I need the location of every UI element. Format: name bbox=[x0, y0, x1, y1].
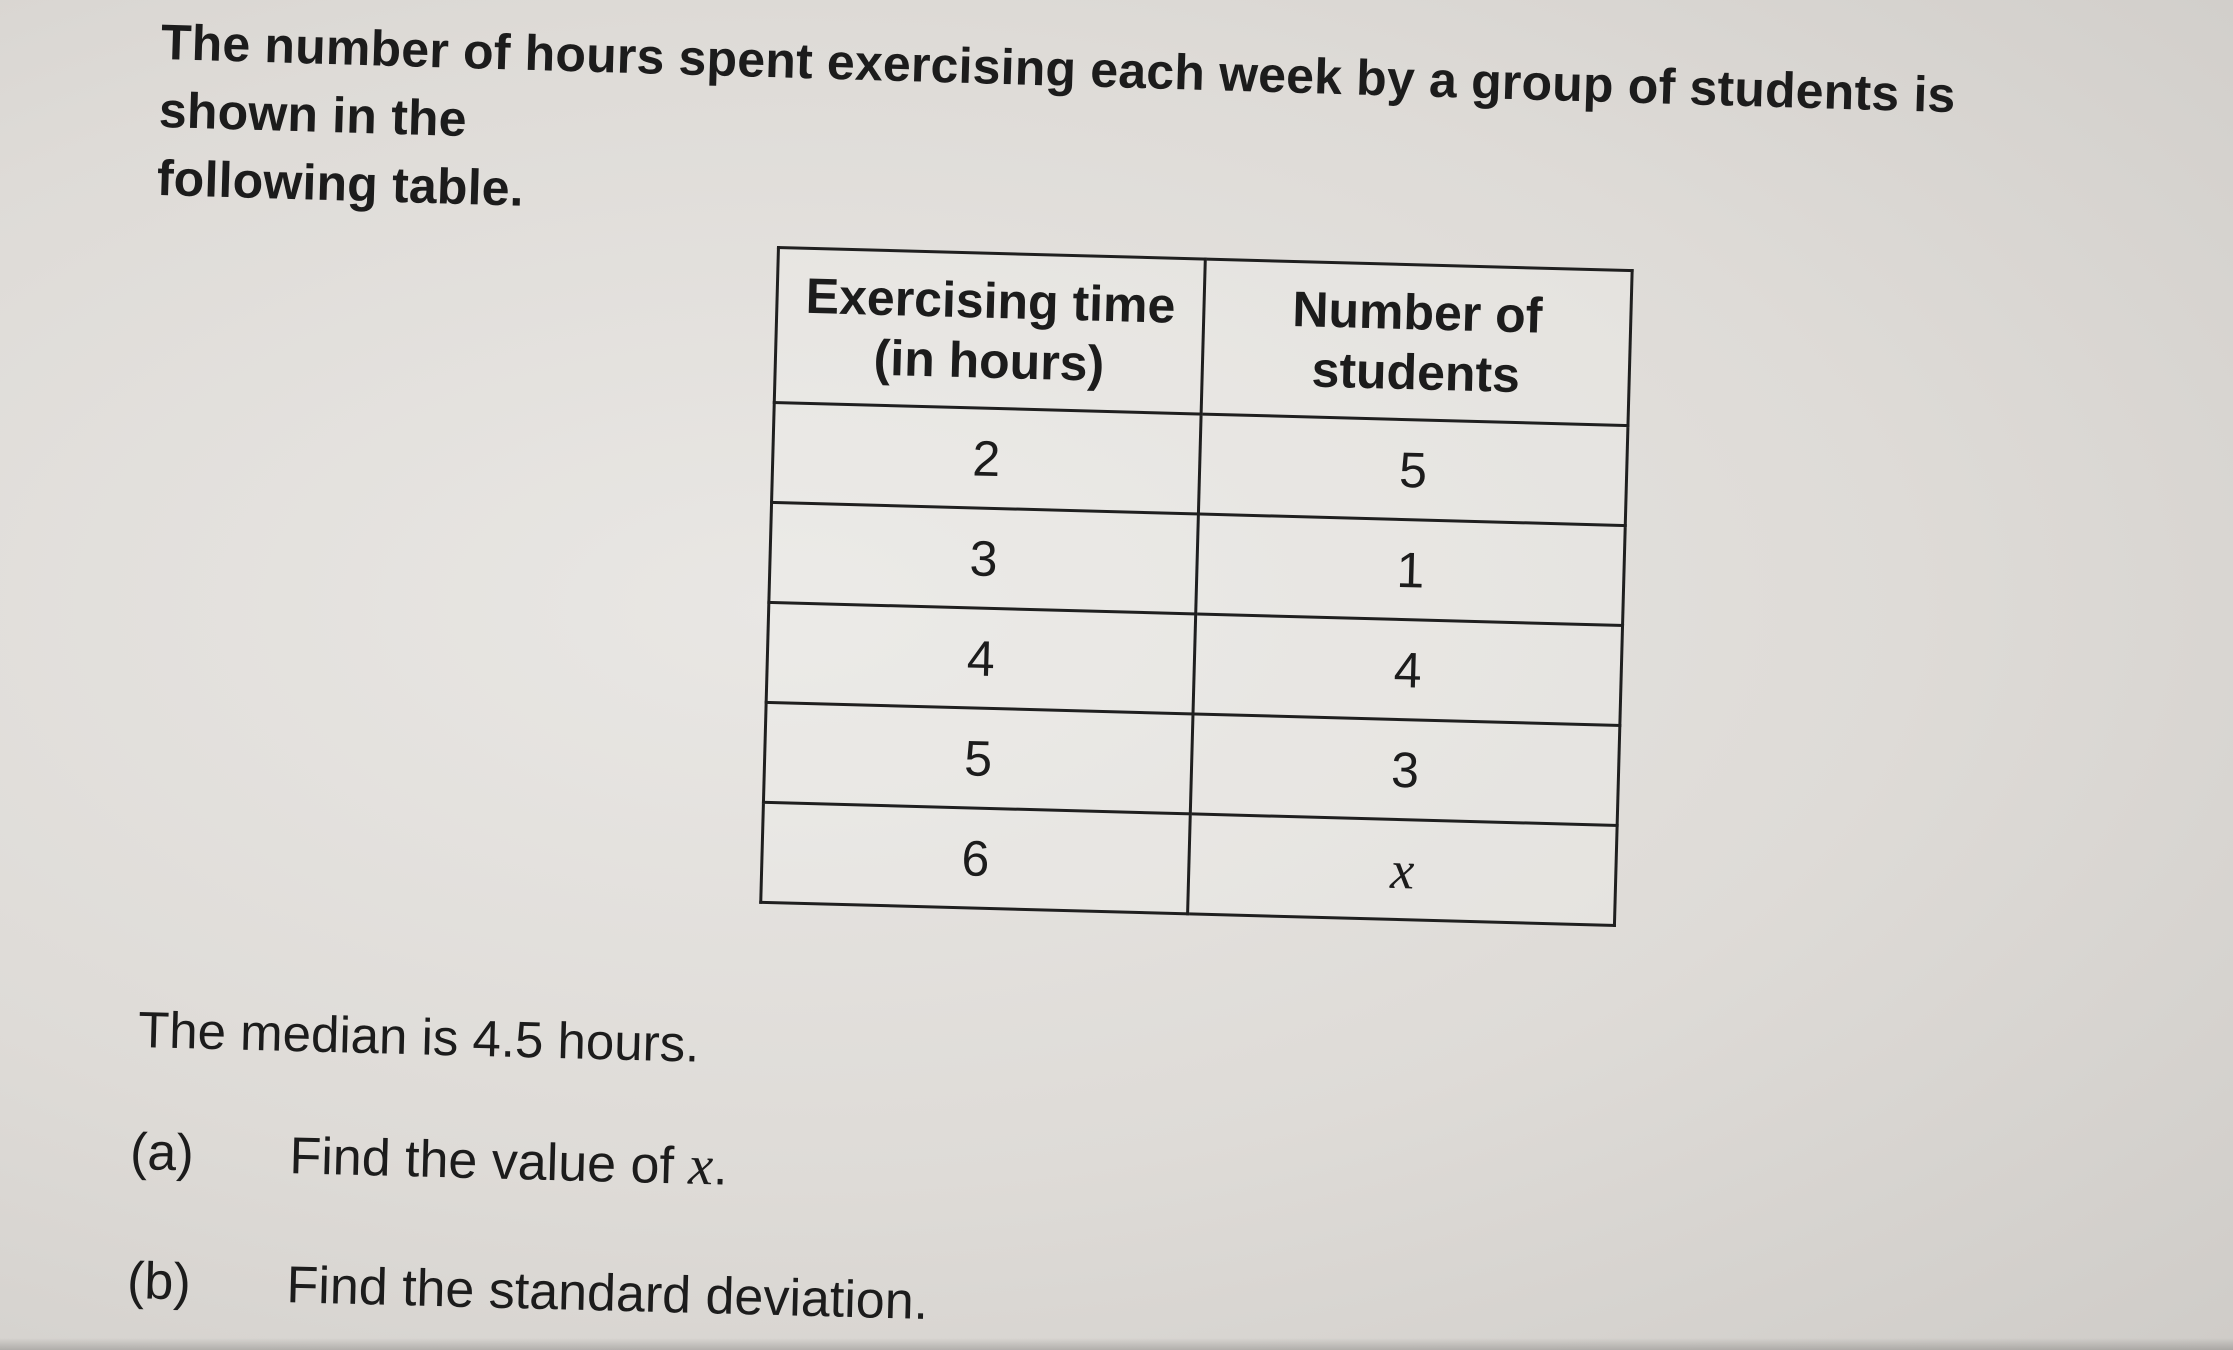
time-cell: 4 bbox=[766, 602, 1196, 714]
students-cell-unknown-x: x bbox=[1188, 814, 1618, 926]
header-exercising-time bbox=[774, 248, 1205, 414]
part-a-variable: x bbox=[687, 1134, 715, 1198]
part-a-text: Find the value of bbox=[288, 1127, 675, 1196]
header-students-line-1: Number of bbox=[1291, 280, 1544, 344]
exercise-table bbox=[759, 246, 1633, 927]
exercise-table-wrapper bbox=[759, 246, 1633, 927]
time-cell: 3 bbox=[769, 502, 1199, 614]
intro-line-1: The number of hours spent exercising each week by a group of students is shown in the bbox=[158, 13, 1957, 148]
time-cell: 5 bbox=[763, 702, 1193, 814]
part-b-text: Find the standard deviation. bbox=[285, 1256, 929, 1331]
median-statement: The median is 4.5 hours. bbox=[137, 1000, 701, 1073]
part-b bbox=[126, 1250, 929, 1333]
question-intro bbox=[156, 8, 2101, 269]
header-time-line-1: Exercising time bbox=[805, 267, 1177, 334]
header-number-of-students bbox=[1201, 259, 1632, 425]
header-students-line-2: students bbox=[1310, 341, 1521, 404]
time-cell: 6 bbox=[761, 802, 1191, 914]
students-cell: 1 bbox=[1196, 514, 1626, 626]
page-edge-shadow bbox=[0, 1338, 2233, 1350]
part-b-label: (b) bbox=[126, 1251, 192, 1312]
intro-line-2: following table. bbox=[156, 149, 525, 217]
header-time-line-2: (in hours) bbox=[872, 329, 1105, 392]
students-cell: 3 bbox=[1190, 714, 1620, 826]
table-header-row bbox=[774, 248, 1632, 426]
part-a-suffix: . bbox=[712, 1138, 729, 1197]
part-a-label: (a) bbox=[129, 1122, 195, 1183]
part-a bbox=[129, 1120, 728, 1199]
students-cell: 5 bbox=[1198, 414, 1628, 526]
time-cell: 2 bbox=[772, 402, 1202, 514]
students-cell: 4 bbox=[1193, 614, 1623, 726]
